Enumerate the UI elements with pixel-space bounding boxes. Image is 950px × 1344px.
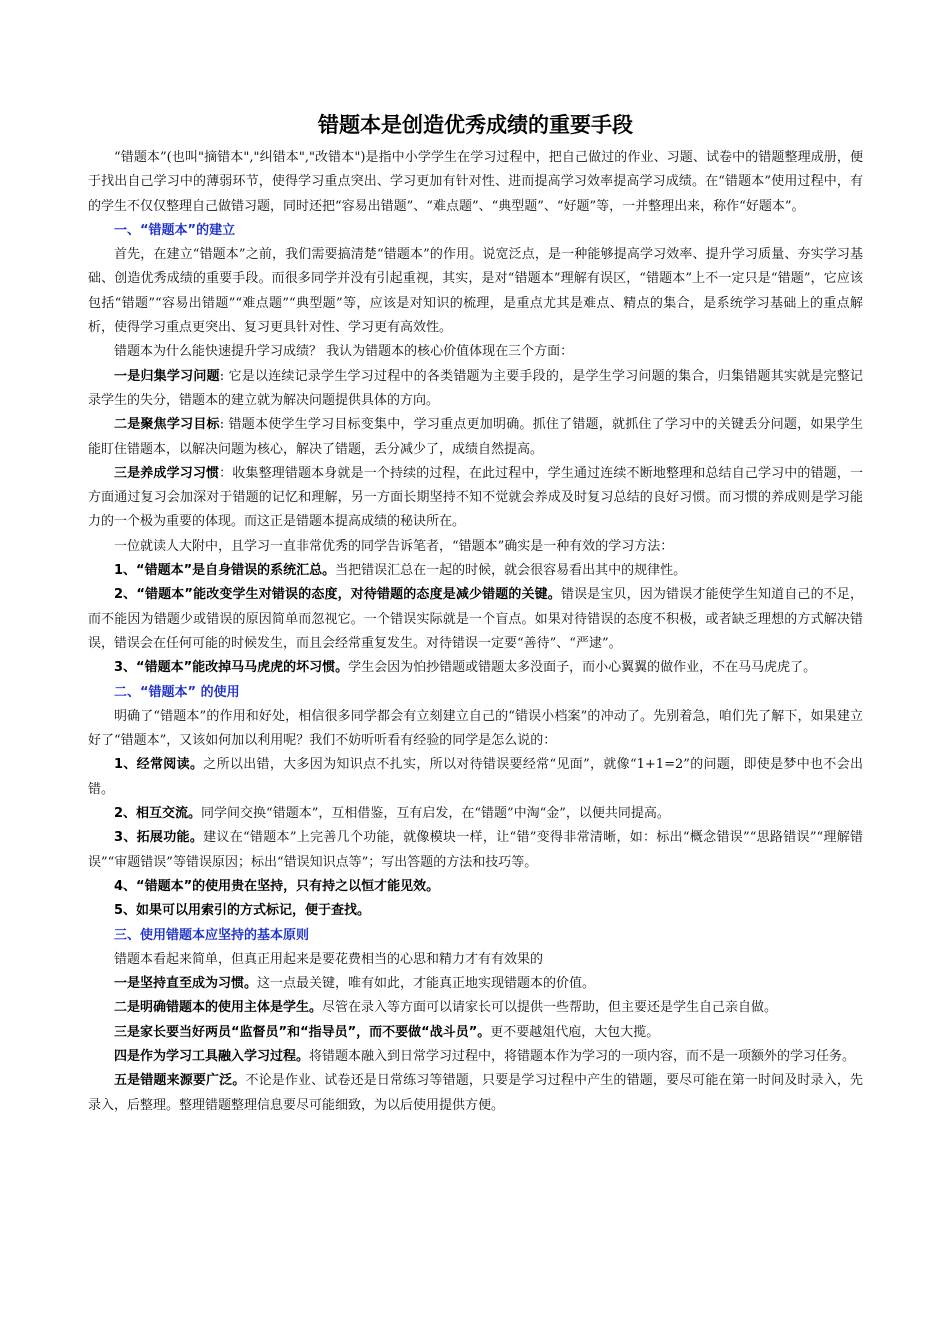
principle-4 bbox=[88, 1045, 863, 1069]
document-page bbox=[88, 108, 863, 1118]
value-point-3 bbox=[88, 462, 863, 535]
section-2-paragraph-1: 明确了“错题本”的作用和好处，相信很多同学都会有立刻建立自己的“错误小档案”的冲动了。先别着急，咱们先了解下，如果建立好了“错题本”，又该如何加以利用呢？我们不妨听听看有经验的同学是怎么说的： bbox=[88, 708, 863, 749]
principle-2 bbox=[88, 996, 863, 1020]
principle-1 bbox=[88, 972, 863, 996]
method-point-2-label: 2、“错题本”能改变学生对错误的态度，对待错题的态度是减少错题的关键。 bbox=[114, 587, 561, 603]
principle-3-text: 更不要越俎代庖，大包大揽。 bbox=[490, 1024, 660, 1040]
usage-point-3-text: 建议在“错题本”上完善几个功能，就像模块一样，让“错”变得非常清晰，如：标出“概念错误”“思路错误”“理解错误”“审题错误”等错误原因；标出“错误知识点等”；写出答题的方法和技巧等。 bbox=[88, 830, 863, 870]
method-point-3 bbox=[88, 656, 863, 680]
section-1-paragraph-1: 首先，在建立“错题本”之前，我们需要搞清楚“错题本”的作用。说宽泛点，是一种能够提高学习效率、提升学习质量、夯实学习基础、创造优秀成绩的重要手段。而很多同学并没有引起重视，其实，是对“错题本”理解有误区，“错题本”上不一定只是“错题”，它应该包括“错题”“容易出错题”“难点题”“典型题”等，应该是对知识的梳理，是重点尤其是难点、精点的集合，是系统学习基础上的重点解析，使得学习重点更突出、复习更具针对性、学习更有高效性。 bbox=[88, 247, 863, 336]
principle-5-text: 不论是作业、试卷还是日常练习等错题，只要是学习过程中产生的错题，要尽可能在第一时间及时录入，先录入，后整理。整理错题整理信息要尽可能细致，为以后使用提供方便。 bbox=[88, 1073, 863, 1113]
method-point-1-text: 当把错误汇总在一起的时候，就会很容易看出其中的规律性。 bbox=[335, 563, 687, 579]
usage-point-4 bbox=[88, 875, 863, 899]
principle-1-label: 一是坚持直至成为习惯。 bbox=[114, 976, 258, 992]
value-point-2-label: 二是聚焦学习目标 bbox=[114, 417, 220, 433]
usage-point-3 bbox=[88, 826, 863, 875]
section-1-paragraph-2: 错题本为什么能快速提升学习成绩？ 我认为错题本的核心价值体现在三个方面： bbox=[114, 344, 574, 360]
value-point-3-text: ：收集整理错题本身就是一个持续的过程，在此过程中，学生通过连续不断地整理和总结自己学习中的错题，一方面通过复习会加深对于错题的记忆和理解，另一方面长期坚持不知不觉就会养成及时复习总结的良好习惯。而习惯的养成则是学习能力的一个极为重要的体现。而这正是错题本提高成绩的秘诀所在。 bbox=[88, 465, 863, 530]
method-point-3-text: 学生会因为怕抄错题或错题太多没面子，而小心翼翼的做作业，不在马马虎虎了。 bbox=[348, 660, 817, 676]
method-point-2-text: 错误是宝贝，因为错误才能使学生知道自己的不足，而不能因为错题少或错误的原因简单而忽视它。一个错误实际就是一个盲点。如果对待错误的态度不积极，或者缺乏理想的方式解决错误，错误会在任何可能的时候发生，而且会经常重复发生。对待错误一定要“善待”、“严逮”。 bbox=[88, 587, 863, 651]
principle-2-text: 尽管在录入等方面可以请家长可以提供一些帮助，但主要还是学生自己亲自做。 bbox=[322, 1000, 778, 1016]
principle-5-label: 五是错题来源要广泛。 bbox=[114, 1073, 246, 1089]
usage-point-2 bbox=[88, 802, 863, 826]
value-point-3-label: 三是养成学习习惯 bbox=[114, 465, 220, 481]
section-2-heading: 二、“错题本” 的使用 bbox=[114, 684, 240, 700]
section-1-paragraph-3: 一位就读人大附中，且学习一直非常优秀的同学告诉笔者，“错题本”确实是一种有效的学习方法： bbox=[114, 538, 674, 554]
usage-point-1 bbox=[88, 753, 863, 802]
principle-1-text: 这一点最关键，唯有如此，才能真正地实现错题本的价值。 bbox=[257, 976, 596, 992]
method-point-1-label: 1、“错题本”是自身错误的系统汇总。 bbox=[114, 563, 336, 579]
section-1-heading: 一、“错题本”的建立 bbox=[114, 222, 236, 238]
principle-3-label: 三是家长要当好两员“监督员”和“指导员”，而不要做“战斗员”。 bbox=[114, 1024, 491, 1040]
usage-point-1-label: 1、经常阅读。 bbox=[114, 757, 204, 773]
usage-point-2-label: 2、相互交流。 bbox=[114, 806, 202, 822]
usage-point-1-text: 之所以出错，大多因为知识点不扎实，所以对待错误要经常“见面”，就像“1+1=2”的问题，即使是梦中也不会出错。 bbox=[88, 757, 863, 797]
principle-4-text: 将错题本融入到日常学习过程中，将错题本作为学习的一项内容，而不是一项额外的学习任务。 bbox=[309, 1048, 856, 1064]
value-point-2 bbox=[88, 413, 863, 462]
usage-point-5-label: 5、如果可以用索引的方式标记，便于查找。 bbox=[114, 903, 371, 919]
principle-2-label: 二是明确错题本的使用主体是学生。 bbox=[114, 1000, 323, 1016]
section-3-paragraph-1: 错题本看起来简单，但真正用起来是要花费相当的心思和精力才有有效果的 bbox=[114, 951, 544, 967]
page-title: 错题本是创造优秀成绩的重要手段 bbox=[318, 113, 633, 137]
principle-4-label: 四是作为学习工具融入学习过程。 bbox=[114, 1048, 310, 1064]
method-point-3-label: 3、“错题本”能改掉马马虎虎的坏习惯。 bbox=[114, 660, 349, 676]
value-point-1-text: : 它是以连续记录学生学习过程中的各类错题为主要手段的，是学生学习问题的集合，归集错题其实就是完整记录学生的失分，错题本的建立就为解决问题提供具体的方向。 bbox=[88, 368, 863, 408]
usage-point-5 bbox=[88, 899, 863, 923]
section-3-heading: 三、使用错题本应坚持的基本原则 bbox=[114, 927, 310, 943]
principle-3 bbox=[88, 1021, 863, 1045]
value-point-1 bbox=[88, 365, 863, 414]
value-point-2-text: : 错题本使学生学习目标变集中，学习重点更加明确。抓住了错题，就抓住了学习中的关键丢分问题，如果学生能盯住错题本，以解决问题为核心，解决了错题，丢分减少了，成绩自然提高。 bbox=[88, 417, 863, 457]
usage-point-2-text: 同学间交换“错题本”，互相借鉴，互有启发，在“错题”中淘“金”，以便共同提高。 bbox=[201, 806, 670, 822]
method-point-1 bbox=[88, 559, 863, 583]
method-point-2 bbox=[88, 583, 863, 656]
intro-paragraph: “错题本”(也叫"摘错本","纠错本","改错本")是指中小学学生在学习过程中，把自己做过的作业、习题、试卷中的错题整理成册，便于找出自己学习中的薄弱环节，使得学习重点突出、学习更加有针对性、进而提高学习效率提高学习成绩。在“错题本”使用过程中，有的学生不仅仅整理自己做错习题，同时还把“容易出错题”、“难点题”、“典型题”、“好题”等，一并整理出来，称作“好题本”。 bbox=[88, 150, 863, 214]
usage-point-3-label: 3、拓展功能。 bbox=[114, 830, 204, 846]
value-point-1-label: 一是归集学习问题 bbox=[114, 368, 220, 384]
principle-5 bbox=[88, 1069, 863, 1118]
usage-point-4-label: 4、“错题本”的使用贵在坚持，只有持之以恒才能见效。 bbox=[114, 878, 440, 894]
